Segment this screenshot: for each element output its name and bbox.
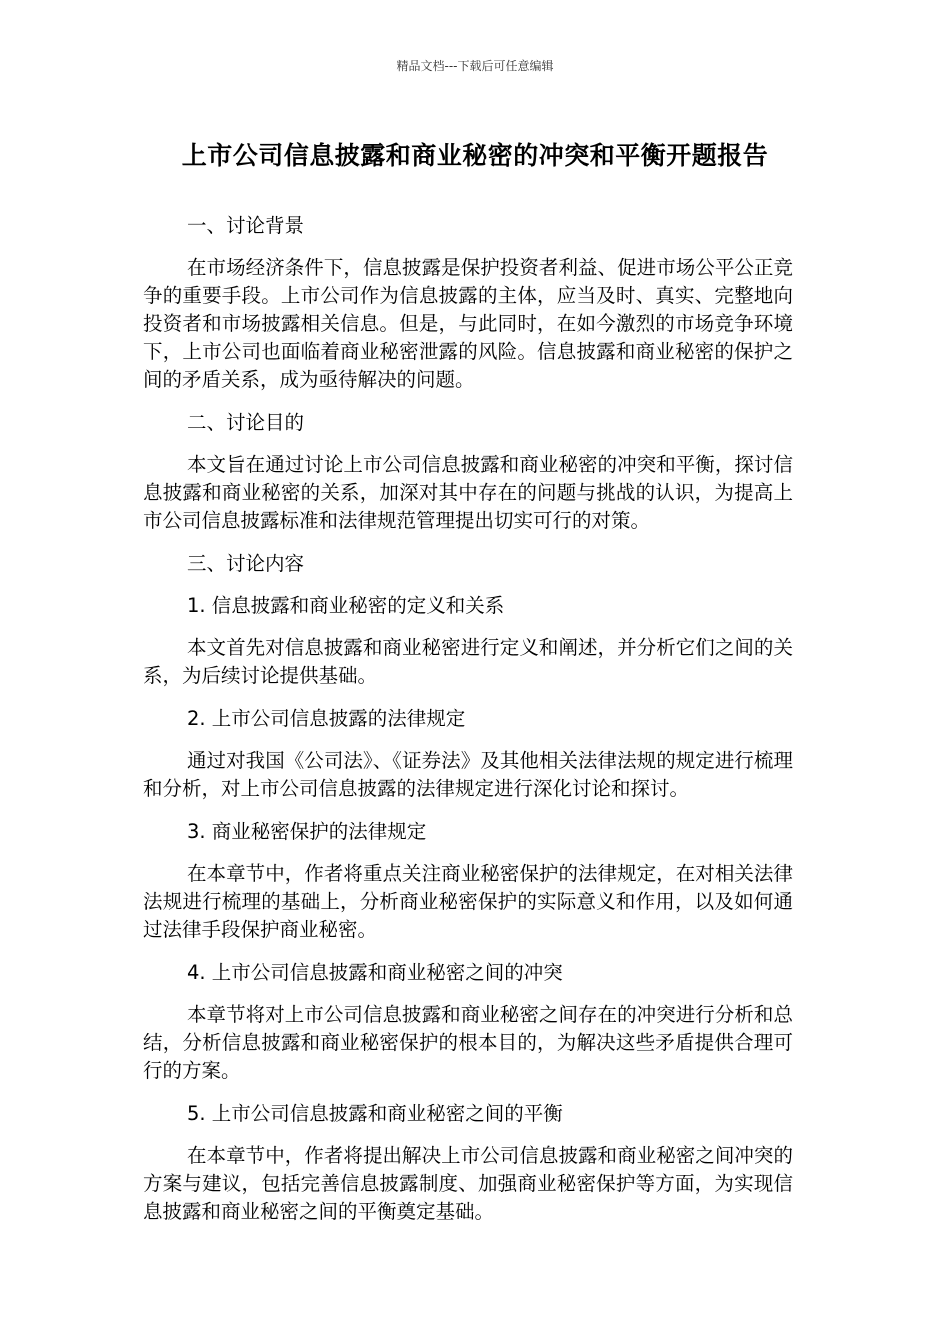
section-heading-background: 一、讨论背景 — [187, 214, 305, 237]
subsection-heading-2: 2. 上市公司信息披露的法律规定 — [187, 707, 466, 730]
paragraph-4: 本章节将对上市公司信息披露和商业秘密之间存在的冲突进行分析和总结，分析信息披露和商业秘密保护的根本目的，为解决这些矛盾提供合理可行的方案。 — [143, 1003, 793, 1082]
paragraph-3: 在本章节中，作者将重点关注商业秘密保护的法律规定，在对相关法律法规进行梳理的基础上，分析商业秘密保护的实际意义和作用，以及如何通过法律手段保护商业秘密。 — [143, 862, 793, 941]
document-body — [143, 212, 793, 1241]
document-title: 上市公司信息披露和商业秘密的冲突和平衡开题报告 — [181, 141, 769, 170]
subsection-heading-1: 1. 信息披露和商业秘密的定义和关系 — [187, 594, 505, 617]
section-heading-purpose: 二、讨论目的 — [187, 411, 305, 434]
paragraph-1: 本文首先对信息披露和商业秘密进行定义和阐述，并分析它们之间的关系，为后续讨论提供基础。 — [143, 636, 793, 687]
paragraph-5: 在本章节中，作者将提出解决上市公司信息披露和商业秘密之间冲突的方案与建议，包括完善信息披露制度、加强商业秘密保护等方面，为实现信息披露和商业秘密之间的平衡奠定基础。 — [143, 1144, 793, 1223]
subsection-heading-5: 5. 上市公司信息披露和商业秘密之间的平衡 — [187, 1102, 563, 1125]
subsection-heading-3: 3. 商业秘密保护的法律规定 — [187, 820, 427, 843]
header-note: 精品文档---下载后可任意编辑 — [396, 59, 554, 73]
paragraph-2: 通过对我国《公司法》、《证券法》及其他相关法律法规的规定进行梳理和分析，对上市公司信息披露的法律规定进行深化讨论和探讨。 — [143, 749, 793, 800]
subsection-heading-4: 4. 上市公司信息披露和商业秘密之间的冲突 — [187, 961, 563, 984]
paragraph-purpose: 本文旨在通过讨论上市公司信息披露和商业秘密的冲突和平衡，探讨信息披露和商业秘密的关系，加深对其中存在的问题与挑战的认识，为提高上市公司信息披露标准和法律规范管理提出切实可行的对策。 — [143, 453, 793, 532]
paragraph-background: 在市场经济条件下，信息披露是保护投资者利益、促进市场公平公正竞争的重要手段。上市公司作为信息披露的主体，应当及时、真实、完整地向投资者和市场披露相关信息。但是，与此同时，在如今激烈的市场竞争环境下，上市公司也面临着商业秘密泄露的风险。信息披露和商业秘密的保护之间的矛盾关系，成为亟待解决的问题。 — [143, 256, 793, 391]
section-heading-content: 三、讨论内容 — [187, 552, 305, 575]
